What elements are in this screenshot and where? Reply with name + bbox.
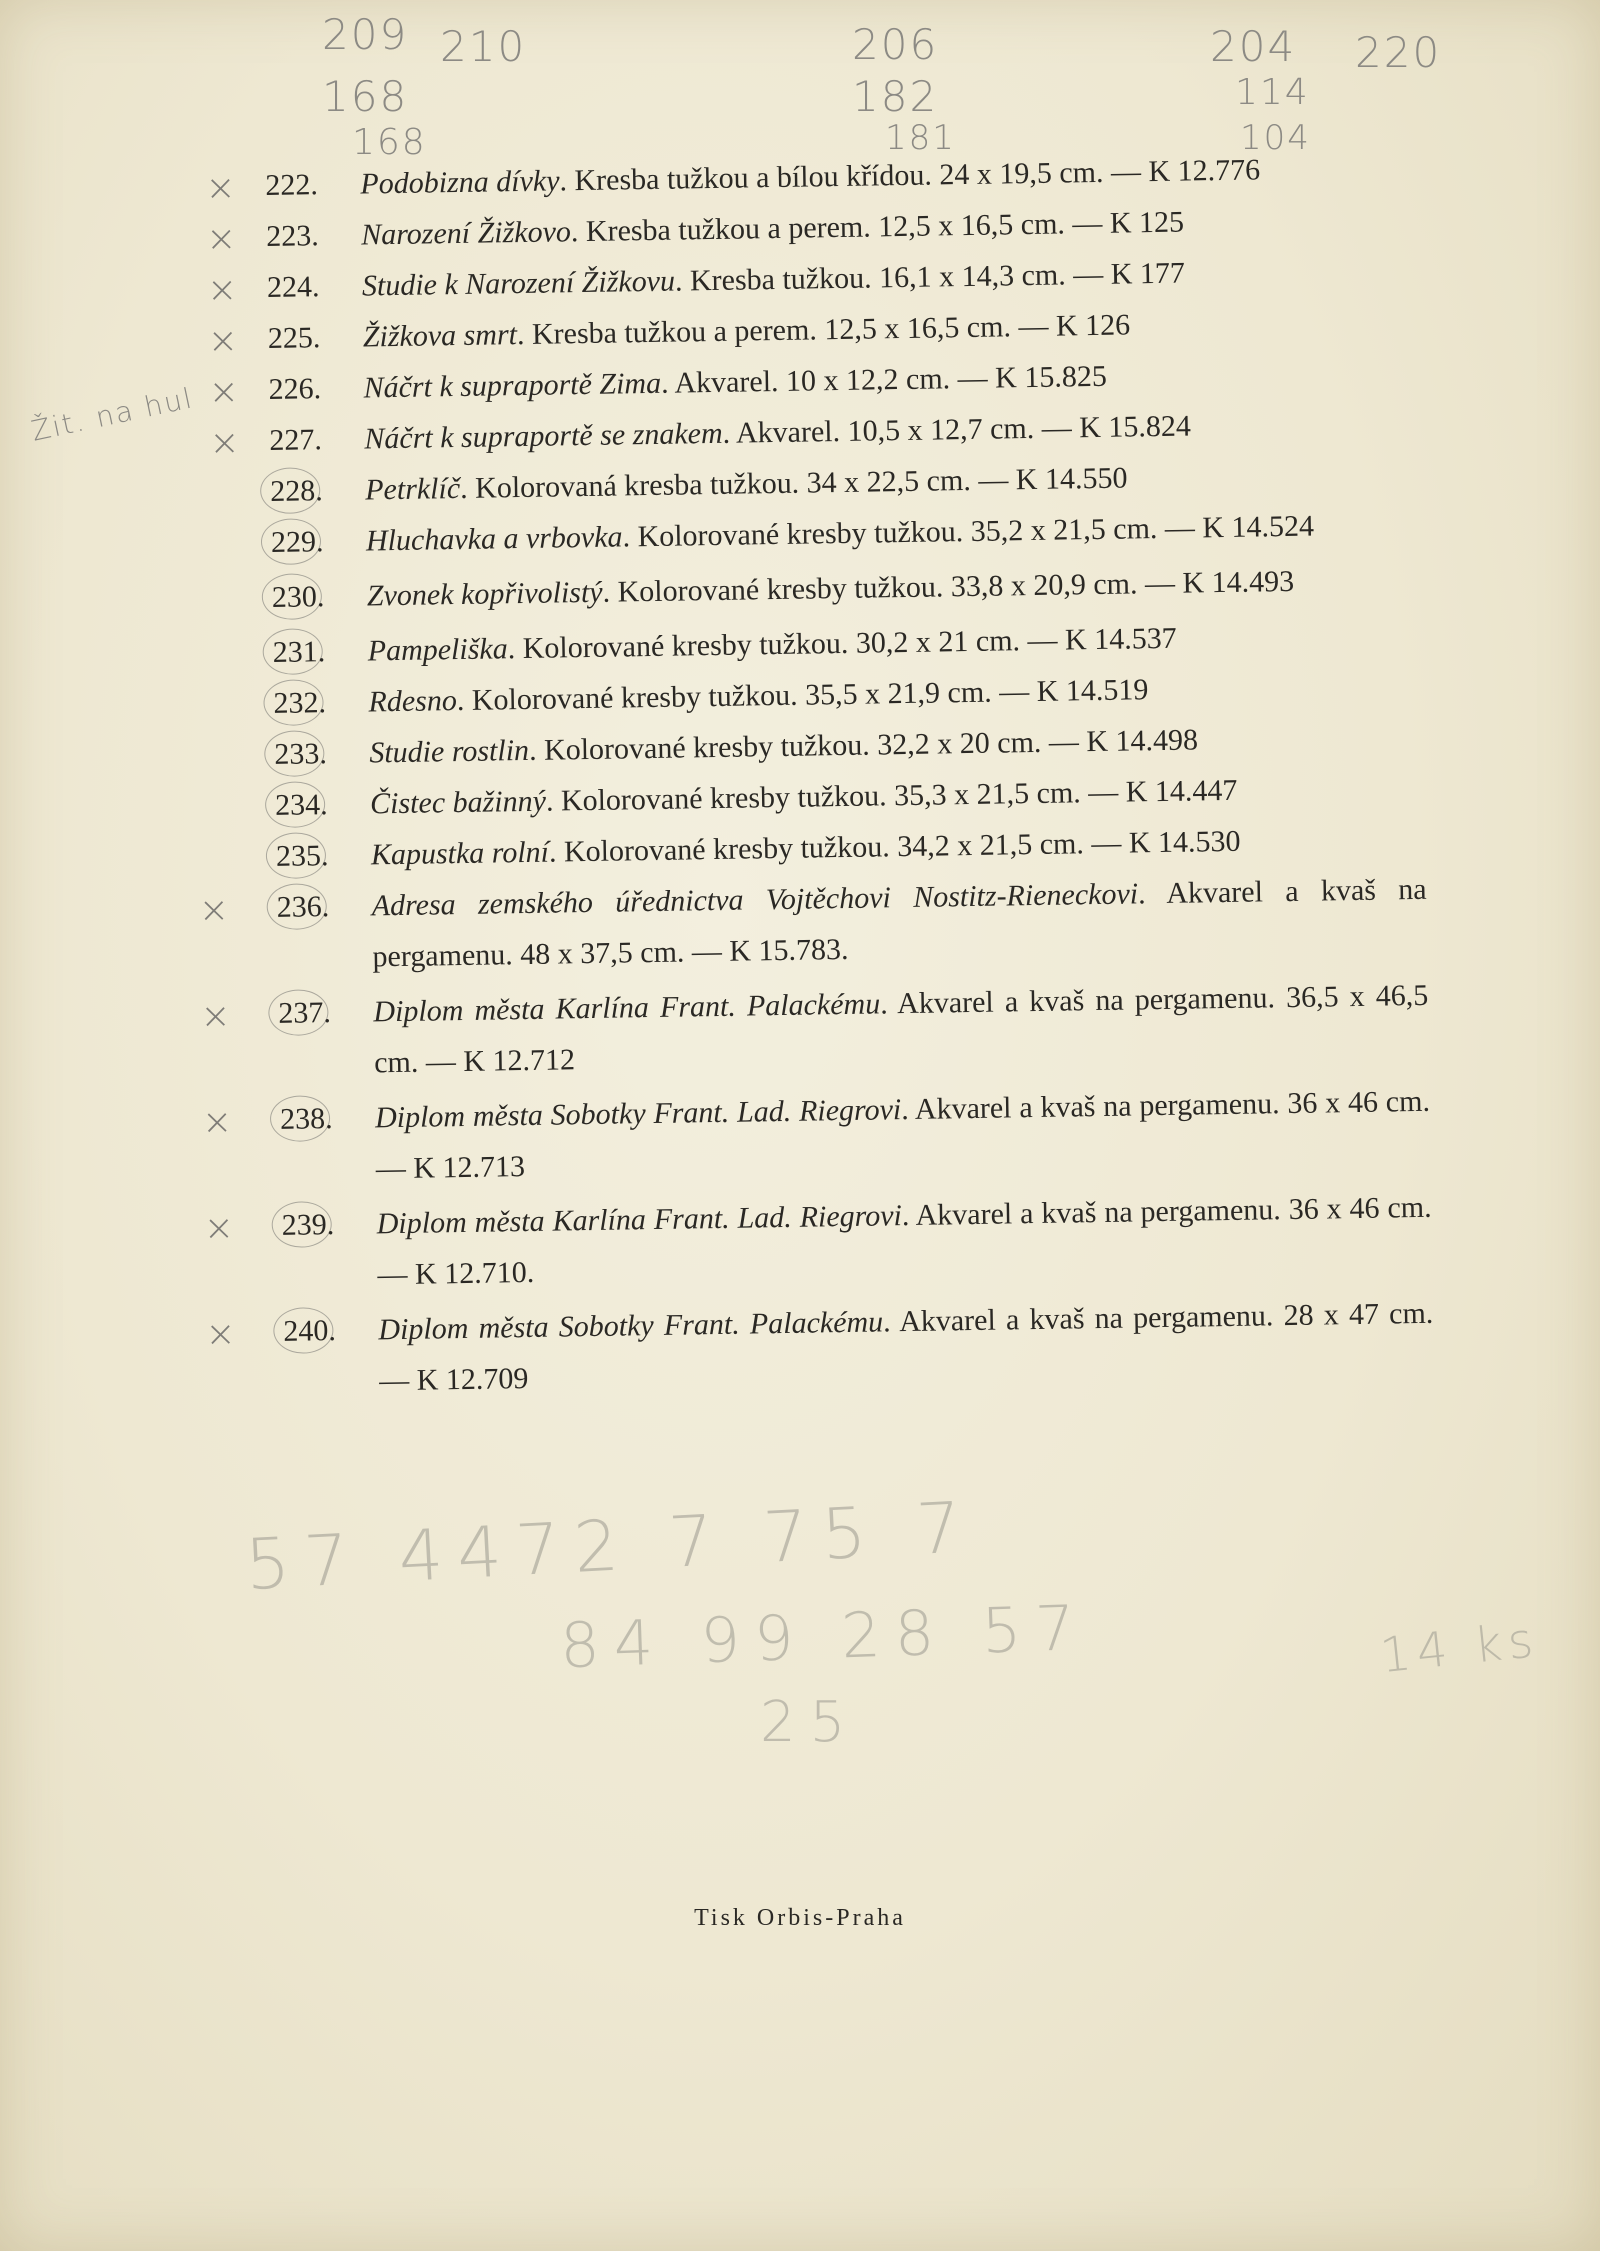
entry-number: 237.: [278, 996, 332, 1030]
entry-title: Adresa zemského úřednictva Vojtěchovi Nostitz-Rieneckovi: [371, 877, 1139, 923]
entry-title: Diplom města Sobotky Frant. Palackému: [378, 1305, 884, 1347]
pencil-cross-mark: ×: [209, 422, 240, 464]
pencil-scribble: 84 99 28 57: [558, 1590, 1090, 1683]
entry-title: Narození Žižkovo: [360, 215, 572, 252]
entry-number: 235.: [275, 839, 329, 873]
pencil-cross-mark: ×: [207, 320, 239, 362]
catalog-list: [198, 142, 1435, 1412]
entry-number: 224.: [266, 270, 320, 304]
pencil-cross-mark: ×: [203, 1207, 235, 1250]
entry-title: Zvonek kopřivolistý: [366, 575, 603, 613]
entry-title: Studie k Narození Žižkovu: [361, 264, 676, 303]
entry-description: . Akvarel a kvaš na pergamenu. 36 x 46 cm. — K 12.713: [375, 1084, 1431, 1186]
entry-body: [378, 1288, 1434, 1407]
entry-description: . Akvarel a kvaš na pergamenu. 28 x 47 cm. — K 12.709: [378, 1296, 1434, 1398]
pencil-cross-mark: ×: [206, 269, 238, 311]
entry-description: . Kolorované kresby tužkou. 35,3 x 21,5 cm. — K 14.447: [545, 773, 1238, 818]
entry-number: 227.: [269, 423, 323, 457]
entry-description: . Kolorované kresby tužkou. 32,2 x 20 cm. — K 14.498: [528, 723, 1199, 767]
pencil-scribble: 57 4472 7 75 7: [243, 1485, 978, 1607]
entry-description: . Kresba tužkou a bílou křídou. 24 x 19,5 cm. — K 12.776: [559, 153, 1261, 198]
entry-title: Kapustka rolní: [370, 835, 550, 872]
entry-title: Pampeliška: [367, 632, 508, 668]
entry-number: 222.: [265, 168, 319, 202]
entry-title: Diplom města Sobotky Frant. Lad. Riegrovi: [374, 1093, 902, 1135]
entry-description: . Kolorované kresby tužkou. 34,2 x 21,5 cm. — K 14.530: [548, 824, 1241, 869]
entry-title: Žižkova smrt: [362, 318, 518, 354]
pencil-tally: 210: [440, 22, 527, 71]
entry-body: [375, 1076, 1431, 1195]
entry-number: 223.: [265, 219, 319, 253]
entry-number: 231.: [272, 635, 326, 669]
entry-description: . Akvarel a kvaš na pergamenu. 48 x 37,5 cm. — K 15.783.: [372, 872, 1427, 974]
entry-description: . Kolorované kresby tužkou. 35,2 x 21,5 cm. — K 14.524: [622, 509, 1315, 554]
entry-description: . Akvarel a kvaš na pergamenu. 36 x 46 cm. — K 12.710.: [377, 1190, 1432, 1292]
entry-title: Rdesno: [368, 684, 458, 719]
catalog-entry: [205, 1288, 1434, 1408]
entry-description: . Akvarel a kvaš na pergamenu. 36,5 x 46,5 cm. — K 12.712: [373, 978, 1429, 1080]
entry-body: [376, 1182, 1432, 1301]
pencil-cross-mark: ×: [205, 218, 237, 260]
pencil-cross-mark: ×: [201, 1101, 233, 1144]
entry-body: [373, 970, 1429, 1089]
entry-description: . Kolorované kresby tužkou. 30,2 x 21 cm. — K 14.537: [507, 621, 1177, 666]
entry-title: Čistec bažinný: [369, 784, 547, 821]
entry-description: . Akvarel. 10,5 x 12,7 cm. — K 15.824: [722, 409, 1192, 450]
entry-number: 238.: [279, 1102, 333, 1136]
entry-description: . Kolorované kresby tužkou. 35,5 x 21,9 cm. — K 14.519: [456, 673, 1149, 718]
pencil-cross-mark: ×: [205, 1313, 236, 1356]
pencil-tally: 206: [852, 20, 939, 69]
pencil-scribble: 14 ks: [1377, 1611, 1542, 1685]
entry-number: 229.: [270, 525, 324, 559]
pencil-tally: 204: [1210, 22, 1297, 71]
entry-title: Náčrt k supraportě Zima: [363, 366, 662, 405]
entry-title: Petrklíč: [364, 471, 461, 507]
entry-title: Diplom města Karlína Frant. Lad. Riegrovi: [376, 1199, 903, 1241]
entry-description: . Akvarel. 10 x 12,2 cm. — K 15.825: [660, 359, 1108, 400]
entry-number: 225.: [267, 321, 321, 355]
entry-description: . Kolorovaná kresba tužkou. 34 x 22,5 cm. — K 14.550: [459, 461, 1128, 505]
entry-title: Náčrt k supraportě se znakem: [364, 416, 723, 456]
pencil-cross-mark: ×: [198, 889, 230, 932]
catalog-entry: [198, 864, 1427, 984]
pencil-tally: 220: [1355, 28, 1442, 77]
pencil-cross-mark: ×: [205, 167, 236, 209]
entry-title: Studie rostlin: [369, 733, 530, 770]
entry-number: 233.: [274, 737, 328, 771]
pencil-tally: 181: [885, 118, 956, 158]
entry-number: 232.: [273, 686, 327, 720]
pencil-tally: 209: [322, 10, 409, 59]
pencil-tally: 168: [352, 122, 427, 163]
entry-description: . Kresba tužkou a perem. 12,5 x 16,5 cm. — K 125: [570, 205, 1185, 249]
entry-description: . Kolorované kresby tužkou. 33,8 x 20,9 cm. — K 14.493: [602, 564, 1295, 609]
entry-description: . Kresba tužkou a perem. 12,5 x 16,5 cm. — K 126: [516, 308, 1131, 352]
catalog-entry: [201, 1076, 1431, 1196]
entry-number: 228.: [269, 474, 323, 508]
entry-number: 234.: [274, 788, 328, 822]
pencil-tally: 182: [852, 72, 939, 121]
entry-description: . Kresba tužkou. 16,1 x 14,3 cm. — K 177: [674, 256, 1186, 298]
margin-note: Žit. na hul: [28, 381, 197, 448]
entry-number: 230.: [271, 580, 325, 614]
entry-number: 239.: [281, 1208, 335, 1242]
pencil-cross-mark: ×: [208, 371, 240, 413]
pencil-tally: 114: [1235, 72, 1310, 113]
printer-imprint: Tisk Orbis-Praha: [694, 1905, 906, 1931]
entry-number: 226.: [268, 372, 322, 406]
entry-title: Podobizna dívky: [360, 164, 560, 201]
catalog-entry: [200, 970, 1429, 1090]
pencil-cross-mark: ×: [200, 995, 231, 1038]
entry-number: 240.: [283, 1314, 337, 1348]
entry-number: 236.: [276, 890, 330, 924]
pencil-tally: 168: [322, 72, 409, 121]
entry-title: Diplom města Karlína Frant. Palackému: [373, 987, 881, 1029]
entry-body: [371, 864, 1427, 983]
pencil-tally: 104: [1240, 118, 1311, 158]
catalog-entry: [203, 1182, 1432, 1302]
entry-title: Hluchavka a vrbovka: [365, 520, 623, 558]
pencil-scribble: 25: [760, 1690, 860, 1755]
